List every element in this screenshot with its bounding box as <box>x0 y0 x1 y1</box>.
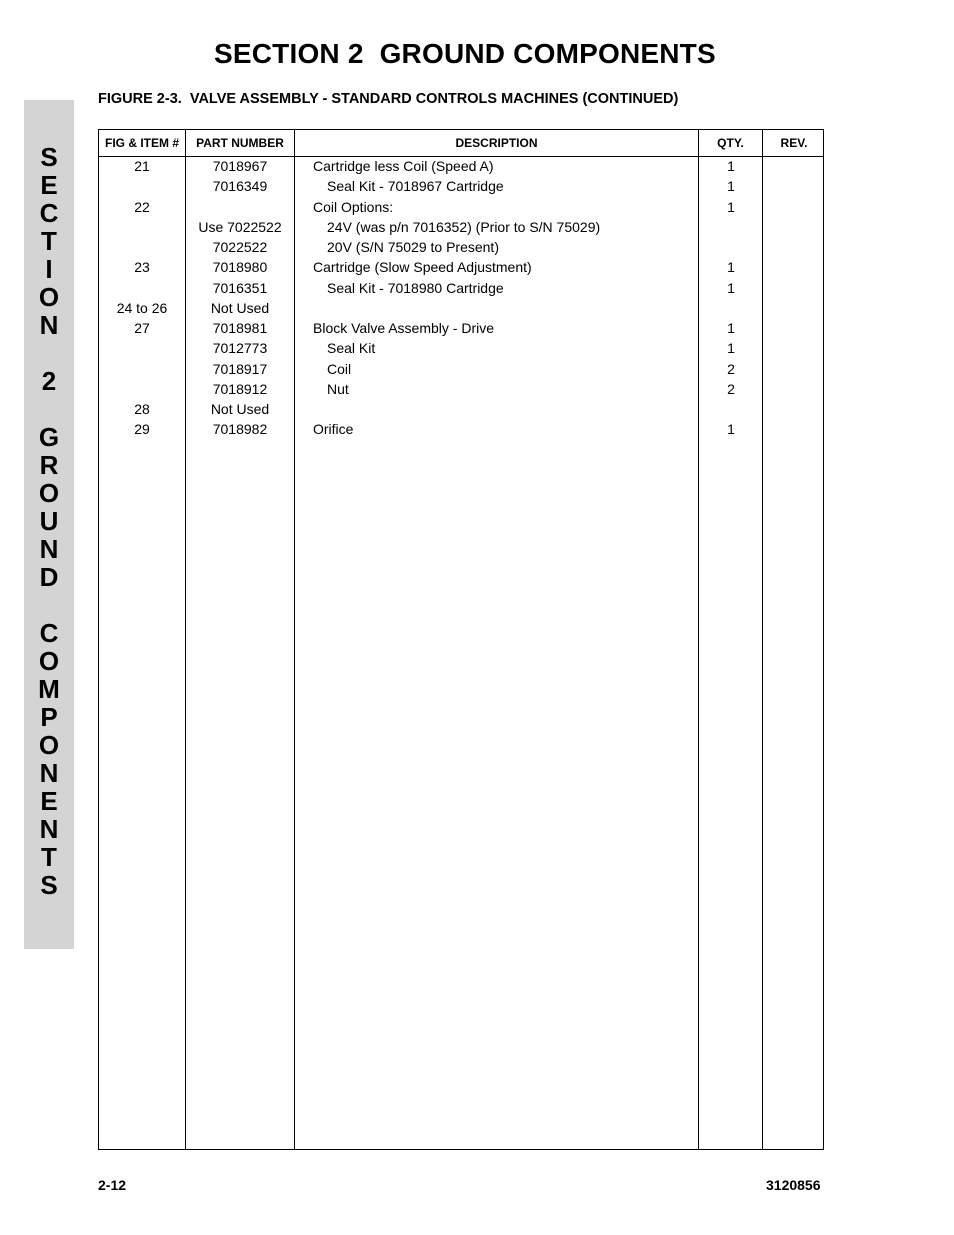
part-number-cell: Use 7022522 <box>198 218 282 235</box>
description-cell: 20V (S/N 75029 to Present) <box>327 239 499 255</box>
qty-cell: 1 <box>727 158 735 174</box>
description-cell: Cartridge less Coil (Speed A) <box>313 158 494 174</box>
header-qty: QTY. <box>717 136 744 150</box>
part-number-cell: Not Used <box>210 299 270 316</box>
description-cell: Cartridge (Slow Speed Adjustment) <box>313 259 532 276</box>
side-tab-text <box>24 143 74 899</box>
qty-cell: 1 <box>727 279 735 296</box>
table-row <box>99 197 825 217</box>
fig-item-cell: 29 <box>134 421 150 438</box>
part-number-cell: 7022522 <box>212 239 268 255</box>
table-body <box>99 156 825 440</box>
description-cell: Orifice <box>313 421 354 438</box>
fig-item-cell: 24 to 26 <box>116 299 168 316</box>
side-tab-letter: I <box>45 254 53 284</box>
side-tab-letter: G <box>38 422 60 452</box>
table-row <box>99 318 825 338</box>
header-fig-item: FIG & ITEM # <box>104 136 179 150</box>
qty-cell: 1 <box>727 178 735 195</box>
table-row <box>99 359 825 379</box>
description-cell: Nut <box>327 380 349 397</box>
parts-table <box>98 129 824 1150</box>
description-cell: Block Valve Assembly - Drive <box>313 320 495 336</box>
fig-item-cell: 27 <box>134 320 150 336</box>
fig-item-cell: 22 <box>134 198 150 215</box>
fig-item-cell: 23 <box>134 259 150 276</box>
side-tab-letter: N <box>39 534 59 564</box>
part-number-cell: 7018982 <box>212 421 268 438</box>
part-number-cell: 7018967 <box>212 158 268 174</box>
table-row <box>99 399 825 419</box>
side-tab-letter: N <box>39 814 59 844</box>
side-tab-letter: M <box>38 674 60 704</box>
table-row <box>99 379 825 399</box>
side-tab-letter: C <box>39 618 59 648</box>
side-tab-letter: O <box>38 646 60 676</box>
table-row <box>99 257 825 277</box>
header-rev: REV. <box>780 136 808 150</box>
description-cell: Coil <box>327 360 352 377</box>
qty-cell: 2 <box>727 380 735 397</box>
side-tab-letter: T <box>41 842 57 872</box>
section-title: SECTION 2 GROUND COMPONENTS <box>214 38 716 69</box>
part-number-cell: 7018912 <box>212 380 268 397</box>
page-number: 2-12 <box>98 1177 127 1193</box>
side-tab-letter: C <box>39 198 59 228</box>
side-tab-letter: R <box>39 450 59 480</box>
qty-cell: 1 <box>727 340 735 357</box>
side-tab-letter: S <box>40 870 58 900</box>
side-tab-letter: O <box>38 730 60 760</box>
table-row <box>99 237 825 257</box>
part-number-cell: Not Used <box>210 401 270 417</box>
table-row <box>99 278 825 298</box>
table-row <box>99 419 825 439</box>
document-number: 3120856 <box>766 1177 821 1193</box>
side-tab-letter: 2 <box>41 366 57 396</box>
side-tab-letter: N <box>39 310 59 340</box>
qty-cell: 1 <box>727 421 735 438</box>
side-tab-letter: O <box>38 478 60 508</box>
description-cell: Seal Kit - 7018980 Cartridge <box>327 279 504 296</box>
side-tab-letter: N <box>39 758 59 788</box>
qty-cell: 1 <box>727 198 735 215</box>
side-tab-letter: S <box>40 142 58 172</box>
description-cell: 24V (was p/n 7016352) (Prior to S/N 75029) <box>327 218 601 235</box>
part-number-cell: 7016349 <box>212 178 268 195</box>
table-row <box>99 298 825 318</box>
side-tab-letter: T <box>41 226 57 256</box>
description-cell: Seal Kit <box>327 340 376 357</box>
part-number-cell: 7018917 <box>212 360 268 377</box>
table-row <box>99 176 825 196</box>
figure-title: FIGURE 2-3. VALVE ASSEMBLY - STANDARD CONTROLS MACHINES (CONTINUED) <box>98 91 679 107</box>
side-tab-letter: D <box>39 562 59 592</box>
side-tab-letter: E <box>40 786 58 816</box>
description-cell: Seal Kit - 7018967 Cartridge <box>327 178 504 195</box>
table-row <box>99 156 825 176</box>
qty-cell: 1 <box>727 259 735 276</box>
qty-cell: 1 <box>727 320 735 336</box>
part-number-cell: 7016351 <box>212 279 268 296</box>
header-part-number: PART NUMBER <box>196 136 284 150</box>
side-tab-letter: O <box>38 282 60 312</box>
side-tab-letter: E <box>40 170 58 200</box>
part-number-cell: 7018981 <box>212 320 268 336</box>
side-tab-letter: P <box>40 702 58 732</box>
qty-cell: 2 <box>727 360 735 377</box>
description-cell: Coil Options: <box>313 198 394 215</box>
fig-item-cell: 28 <box>134 401 150 417</box>
fig-item-cell: 21 <box>134 158 150 174</box>
table-row <box>99 338 825 358</box>
part-number-cell: 7018980 <box>212 259 268 276</box>
table-row <box>99 217 825 237</box>
header-description: DESCRIPTION <box>455 136 538 150</box>
side-tab-letter: U <box>39 506 59 536</box>
section-side-tab <box>24 100 74 949</box>
part-number-cell: 7012773 <box>212 340 268 357</box>
